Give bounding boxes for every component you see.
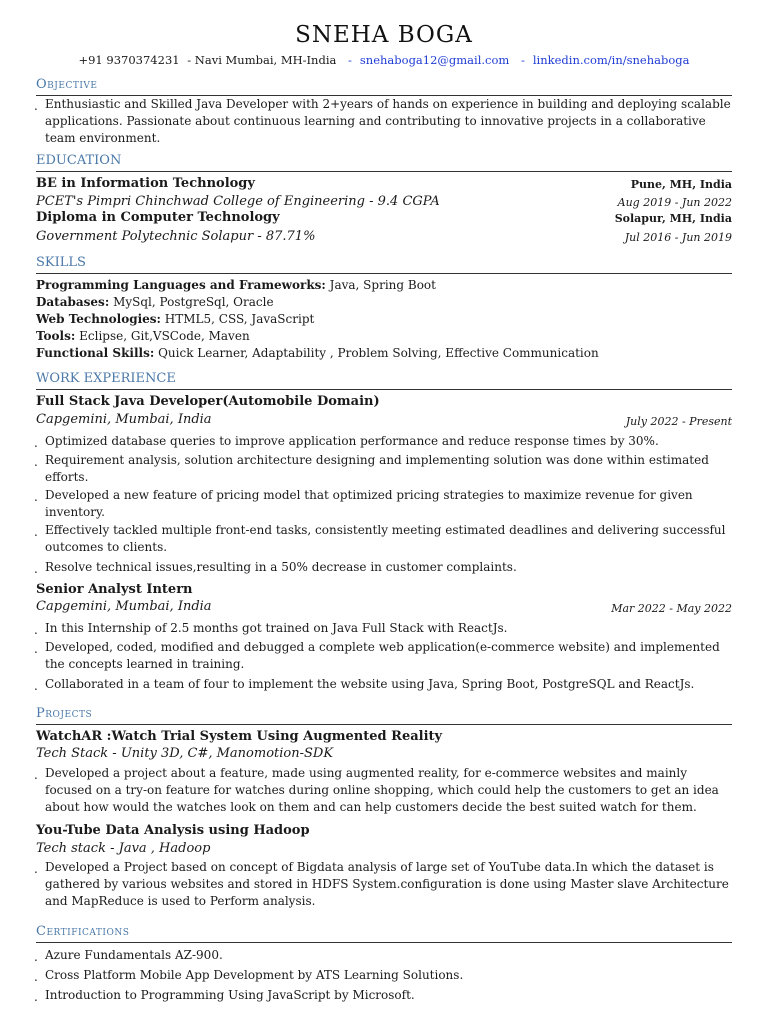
linkedin-link[interactable]: linkedin.com/in/snehaboga	[532, 53, 690, 67]
section-heading-experience: WORK EXPERIENCE	[36, 371, 732, 390]
skill-line: Web Technologies: HTML5, CSS, JavaScript	[36, 312, 315, 326]
section-heading-certifications: Certifications	[36, 924, 732, 943]
job-title: Full Stack Java Developer(Automobile Domain)	[36, 394, 380, 409]
experience-bullet: . Requirement analysis, solution architecture designing and implementing solution was done within estimated efforts.	[34, 453, 709, 484]
contact-separator: -	[520, 53, 525, 67]
company-name: Capgemini, Mumbai, India	[36, 412, 212, 427]
skill-line: Programming Languages and Frameworks: Java, Spring Boot	[36, 278, 436, 292]
experience-bullet: . Developed, coded, modified and debugged a complete web application(e-commerce website) and implemented the concepts learned in training.	[34, 640, 720, 671]
section-heading-objective: Objective	[36, 77, 732, 96]
experience-bullet: . Collaborated in a team of four to implement the website using Java, Spring Boot, PostgreSQL and ReactJs.	[34, 677, 695, 693]
education-location: Pune, MH, India	[630, 178, 732, 191]
job-dates: July 2022 - Present	[625, 415, 732, 428]
location: - Navi Mumbai, MH-India	[187, 53, 337, 67]
company-name: Capgemini, Mumbai, India	[36, 599, 212, 614]
experience-bullet: . Developed a new feature of pricing model that optimized pricing strategies to maximize revenue for given inventory.	[34, 488, 693, 519]
project-stack: Tech stack - Java , Hadoop	[36, 841, 211, 856]
certification-item: . Cross Platform Mobile App Development by ATS Learning Solutions.	[34, 968, 464, 984]
skill-line: Tools: Eclipse, Git,VSCode, Maven	[36, 329, 250, 343]
phone-number: +91 9370374231	[78, 53, 180, 67]
email-link[interactable]: snehaboga12@gmail.com	[359, 53, 510, 67]
experience-bullet: . In this Internship of 2.5 months got trained on Java Full Stack with ReactJs.	[34, 621, 508, 637]
project-bullet: . Developed a Project based on concept of Bigdata analysis of large set of YouTube data.In which the dataset is gathered by various websites and stored in HDFS System.configuration is done using Master slave Architecture and MapReduce is used to Perform analysis.	[34, 860, 729, 908]
project-bullet: . Developed a project about a feature, made using augmented reality, for e-commerce websites and mainly focused on a try-on feature for watches during online shopping, which could help the customers to get an idea about how would the watches look on them and can help customers decide the best suited watch for them.	[34, 766, 719, 814]
section-heading-education: EDUCATION	[36, 153, 732, 172]
project-title: You-Tube Data Analysis using Hadoop	[36, 823, 310, 838]
job-dates: Mar 2022 - May 2022	[611, 602, 732, 615]
objective-text: . Enthusiastic and Skilled Java Developer with 2+years of hands on experience in building and deploying scalable applications. Passionate about continuous learning and contributing to innovative projects in a collaborative team environment.	[34, 97, 731, 145]
experience-bullet: . Optimized database queries to improve application performance and reduce response times by 30%.	[34, 434, 659, 450]
school-name: Government Polytechnic Solapur - 87.71%	[36, 229, 316, 244]
job-title: Senior Analyst Intern	[36, 582, 193, 597]
project-title: WatchAR :Watch Trial System Using Augmented Reality	[36, 729, 443, 744]
experience-bullet: . Resolve technical issues,resulting in a 50% decrease in customer complaints.	[34, 560, 517, 576]
school-name: PCET's Pimpri Chinchwad College of Engineering - 9.4 CGPA	[36, 194, 440, 209]
contact-separator: -	[348, 53, 352, 67]
project-stack: Tech Stack - Unity 3D, C#, Manomotion-SDK	[36, 746, 334, 761]
certification-item: . Azure Fundamentals AZ-900.	[34, 948, 223, 964]
experience-bullet: . Effectively tackled multiple front-end tasks, consistently meeting estimated deadlines and delivering successful outcomes to clients.	[34, 523, 726, 554]
section-heading-skills: SKILLS	[36, 255, 732, 274]
education-dates: Aug 2019 - Jun 2022	[617, 196, 732, 209]
candidate-name: SNEHA BOGA	[295, 22, 473, 48]
section-heading-projects: Projects	[36, 706, 732, 725]
contact-line	[0, 53, 768, 67]
education-location: Solapur, MH, India	[614, 212, 732, 225]
skill-line: Functional Skills: Quick Learner, Adaptability , Problem Solving, Effective Communication	[36, 346, 599, 360]
education-dates: Jul 2016 - Jun 2019	[624, 231, 732, 244]
certification-item: . Introduction to Programming Using JavaScript by Microsoft.	[34, 988, 415, 1004]
skill-line: Databases: MySql, PostgreSql, Oracle	[36, 295, 274, 309]
degree-title: Diploma in Computer Technology	[36, 210, 280, 225]
bullet-dot: .	[34, 99, 38, 113]
degree-title: BE in Information Technology	[36, 176, 255, 191]
